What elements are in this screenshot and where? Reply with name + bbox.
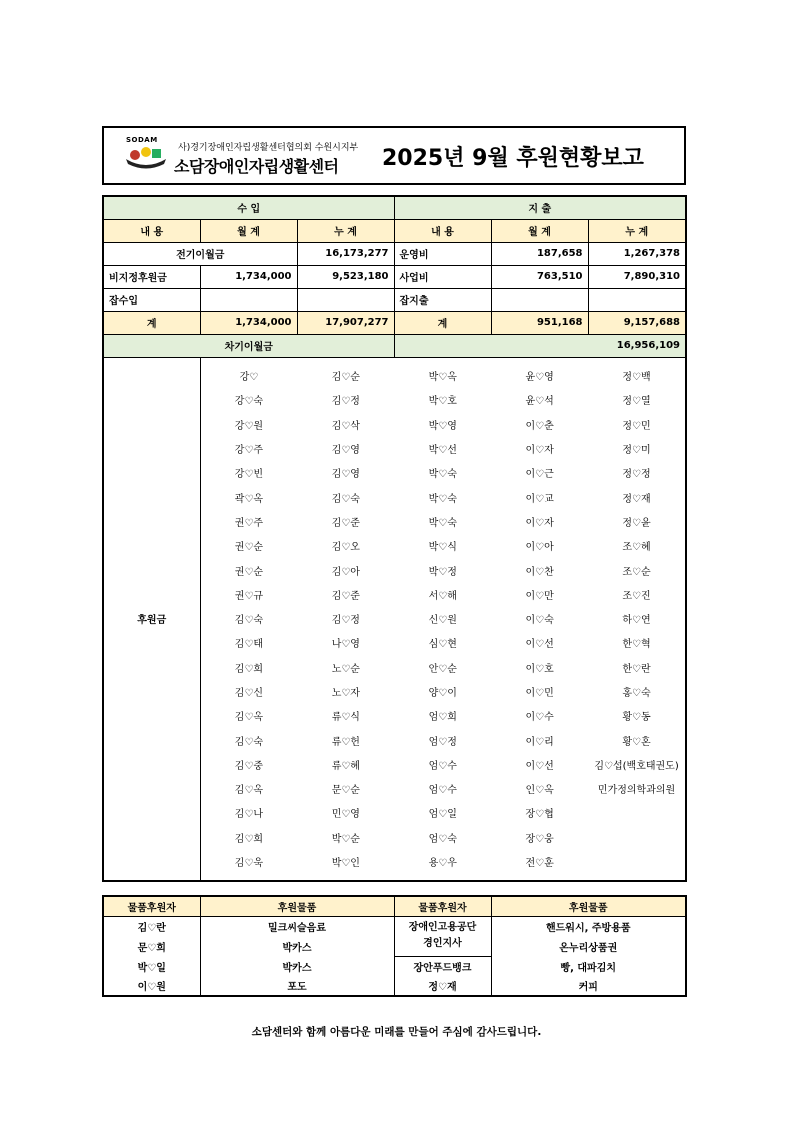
donor-name: 윤♡영 [525, 372, 554, 384]
donor-name: 권♡주 [234, 517, 264, 529]
donor-name: 정♡민 [622, 420, 651, 432]
donor-name: 문♡순 [331, 785, 360, 797]
donor-name: 박♡순 [331, 833, 360, 845]
donor-name: 류♡혜 [331, 760, 360, 772]
expense-total-cumulative: 9,157,688 [588, 311, 686, 334]
donor-name: 박♡선 [428, 445, 457, 457]
donor-name: 박♡옥 [428, 372, 457, 384]
donor-name: 이♡자 [525, 445, 554, 457]
income-monthly: 1,734,000 [200, 265, 297, 288]
table-row [103, 288, 686, 311]
donor-name: 안♡순 [428, 663, 457, 675]
income-cumulative [297, 288, 394, 311]
donor-name: 김♡정 [331, 615, 360, 627]
donor-name: 김♡태 [234, 639, 264, 651]
donor-name: 강♡숙 [234, 396, 264, 408]
donor-name: 김♡오 [331, 542, 360, 554]
donor-names-cell [200, 357, 686, 881]
donor-name: 김♡희 [234, 833, 264, 845]
donor-name: 민♡영 [331, 809, 360, 821]
summary-table [102, 195, 687, 882]
donor-name: 이♡교 [525, 493, 554, 505]
goods-item: 포도 [200, 976, 394, 996]
table-row [103, 242, 686, 265]
donor-names [201, 364, 686, 874]
goods-donor: 장애인고용공단 경인지사 [394, 916, 491, 956]
donor-name: 김♡신 [234, 688, 264, 699]
org-subtitle: 사)경기장애인자립생활센터협의회 수원시지부 [178, 143, 359, 153]
goods-item: 커피 [491, 976, 686, 996]
col-goods-donor: 물품후원자 [103, 896, 200, 916]
expense-total-label: 계 [394, 311, 491, 334]
donor-name: 류♡헌 [331, 736, 360, 748]
donor-name: 노♡자 [331, 688, 360, 699]
donor-name: 엄♡희 [428, 712, 457, 724]
donor-name: 정♡열 [622, 396, 651, 408]
expense-cumulative: 1,267,378 [588, 242, 686, 265]
logo-text: SODAM [126, 136, 158, 144]
table-row [103, 916, 686, 936]
col-cumulative: 누 계 [588, 219, 686, 242]
goods-donor: 장안푸드뱅크 [394, 956, 491, 976]
donor-name: 김♡준 [331, 517, 360, 529]
donor-label: 후원금 [103, 357, 200, 881]
donor-name: 이♡수 [525, 712, 554, 724]
donor-name: 김♡숙 [234, 615, 264, 627]
donor-name: 류♡식 [331, 712, 360, 724]
donor-name: 권♡규 [234, 590, 264, 602]
donor-name: 황♡혼 [622, 736, 651, 748]
expense-label: 사업비 [394, 265, 491, 288]
col-cumulative: 누 계 [297, 219, 394, 242]
goods-donor: 김♡란 [103, 916, 200, 936]
donor-name: 곽♡옥 [234, 493, 264, 505]
goods-item: 박카스 [200, 956, 394, 976]
table-row [103, 265, 686, 288]
goods-item: 밀크씨슬음료 [200, 916, 394, 936]
donor-name: 박♡인 [331, 858, 360, 870]
donor-name: 이♡선 [525, 639, 554, 651]
donor-name: 강♡ [239, 372, 259, 384]
donor-name: 강♡빈 [234, 469, 264, 481]
donor-name: 김♡옥 [234, 712, 264, 724]
col-goods-item: 후원물품 [491, 896, 686, 916]
footer-message: 소담센터와 함께 아름다운 미래를 만들어 주심에 감사드립니다. [251, 1026, 542, 1038]
donor-name: 박♡호 [428, 396, 457, 408]
donor-name: 서♡해 [428, 590, 457, 602]
donor-name: 정♡정 [622, 469, 651, 481]
donor-name: 심♡현 [428, 639, 457, 651]
goods-donor: 정♡재 [394, 976, 491, 996]
carryover-label: 차기이월금 [103, 334, 394, 357]
total-row [103, 311, 686, 334]
donor-name: 노♡순 [331, 663, 360, 675]
expense-label: 운영비 [394, 242, 491, 265]
donor-name: 민가정의학과의원 [597, 785, 676, 797]
donor-name: 조♡순 [622, 566, 651, 578]
donor-name: 이♡호 [525, 663, 554, 675]
income-header: 수 입 [103, 196, 394, 219]
goods-item: 박카스 [200, 936, 394, 956]
donor-name: 강♡주 [234, 445, 264, 457]
donor-name: 김♡영 [331, 445, 360, 457]
donor-name: 전♡훈 [525, 858, 554, 870]
donor-name: 이♡춘 [525, 420, 554, 432]
expense-monthly: 763,510 [491, 265, 588, 288]
donor-name: 이♡근 [525, 469, 554, 481]
donor-name: 김♡숙 [331, 493, 360, 505]
donor-name: 양♡이 [428, 688, 457, 699]
donor-name: 권♡순 [234, 542, 264, 554]
income-monthly [200, 288, 297, 311]
donor-name: 이♡숙 [525, 615, 554, 627]
donor-name: 신♡원 [428, 615, 457, 627]
carryover-row [103, 334, 686, 357]
donor-name: 하♡연 [622, 615, 651, 627]
donor-name: 정♡백 [622, 372, 651, 384]
income-label: 잡수입 [103, 288, 200, 311]
donor-name: 김♡삭 [331, 420, 360, 432]
donor-name: 김♡준 [331, 590, 360, 602]
donor-name: 나♡영 [331, 639, 360, 651]
donor-name: 장♡협 [525, 809, 554, 821]
donor-name: 이♡아 [525, 542, 554, 554]
col-goods-donor: 물품후원자 [394, 896, 491, 916]
donor-name: 김♡옥 [234, 785, 264, 797]
donor-name: 박♡숙 [428, 493, 457, 505]
expense-total-monthly: 951,168 [491, 311, 588, 334]
donor-name: 강♡원 [234, 420, 264, 432]
donor-name: 한♡혁 [622, 639, 651, 651]
donor-name: 장♡웅 [525, 833, 554, 845]
donor-name: 김♡아 [331, 566, 360, 578]
org-name: 소담장애인자립생활센터 [174, 157, 339, 176]
income-label: 전기이월금 [103, 242, 297, 265]
expense-header: 지 출 [394, 196, 686, 219]
income-cumulative: 16,173,277 [297, 242, 394, 265]
donor-name: 김♡중 [234, 760, 264, 772]
col-goods-item: 후원물품 [200, 896, 394, 916]
donor-name: 김♡영 [331, 469, 360, 481]
donor-name: 박♡정 [428, 566, 457, 578]
donor-name: 김♡숙 [234, 736, 264, 748]
donor-name: 황♡동 [622, 712, 651, 724]
income-total-monthly: 1,734,000 [200, 311, 297, 334]
income-total-cumulative: 17,907,277 [297, 311, 394, 334]
donor-name: 정♡윤 [622, 517, 651, 529]
donor-section [103, 357, 686, 881]
donor-name: 용♡우 [428, 858, 457, 870]
expense-cumulative: 7,890,310 [588, 265, 686, 288]
donor-name: 엄♡정 [428, 736, 457, 748]
donor-name: 이♡민 [525, 688, 554, 699]
donor-name: 한♡란 [622, 663, 651, 675]
donor-name: 권♡순 [234, 566, 264, 578]
donor-name: 김♡섭(백호태권도) [594, 760, 679, 772]
goods-table [102, 895, 687, 997]
donor-name: 이♡찬 [525, 566, 554, 578]
col-content: 내 용 [103, 219, 200, 242]
logo-icon [124, 145, 168, 169]
goods-donor: 박♡일 [103, 956, 200, 976]
donor-name: 김♡순 [331, 372, 360, 384]
table-row [103, 956, 686, 976]
goods-item: 빵, 대파김치 [491, 956, 686, 976]
donor-name: 김♡나 [234, 809, 264, 821]
donor-name: 이♡만 [525, 590, 554, 602]
goods-item: 온누리상품권 [491, 936, 686, 956]
page-title: 2025년 9월 후원현황보고 [382, 146, 644, 171]
expense-cumulative [588, 288, 686, 311]
donor-name: 박♡영 [428, 420, 457, 432]
table-row [103, 976, 686, 996]
donor-name: 김♡희 [234, 663, 264, 675]
goods-item: 핸드워시, 주방용품 [491, 916, 686, 936]
income-cumulative: 9,523,180 [297, 265, 394, 288]
donor-name: 박♡숙 [428, 517, 457, 529]
expense-label: 잡지출 [394, 288, 491, 311]
expense-monthly: 187,658 [491, 242, 588, 265]
donor-name: 김♡정 [331, 396, 360, 408]
donor-name: 정♡재 [622, 493, 651, 505]
col-monthly: 월 계 [200, 219, 297, 242]
donor-name: 엄♡수 [428, 785, 457, 797]
donor-name: 인♡옥 [525, 785, 554, 797]
donor-name: 윤♡석 [525, 396, 554, 408]
donor-name: 엄♡수 [428, 760, 457, 772]
donor-name: 조♡진 [622, 590, 651, 602]
donor-name: 이♡리 [525, 736, 554, 748]
donor-name: 엄♡일 [428, 809, 457, 821]
donor-name: 이♡선 [525, 760, 554, 772]
col-monthly: 월 계 [491, 219, 588, 242]
carryover-value: 16,956,109 [394, 334, 686, 357]
donor-name: 엄♡숙 [428, 833, 457, 845]
goods-donor: 이♡원 [103, 976, 200, 996]
col-content: 내 용 [394, 219, 491, 242]
goods-donor: 문♡희 [103, 936, 200, 956]
donor-name: 박♡숙 [428, 469, 457, 481]
donor-name: 이♡자 [525, 517, 554, 529]
donor-name: 홍♡숙 [622, 688, 651, 699]
donor-name: 정♡미 [622, 445, 651, 457]
logo [122, 134, 359, 178]
report-header [102, 126, 686, 185]
donor-name: 조♡혜 [622, 542, 651, 554]
expense-monthly [491, 288, 588, 311]
donor-name: 김♡욱 [234, 858, 264, 870]
income-total-label: 계 [103, 311, 200, 334]
donor-name: 박♡식 [428, 542, 457, 554]
income-label: 비지정후원금 [103, 265, 200, 288]
